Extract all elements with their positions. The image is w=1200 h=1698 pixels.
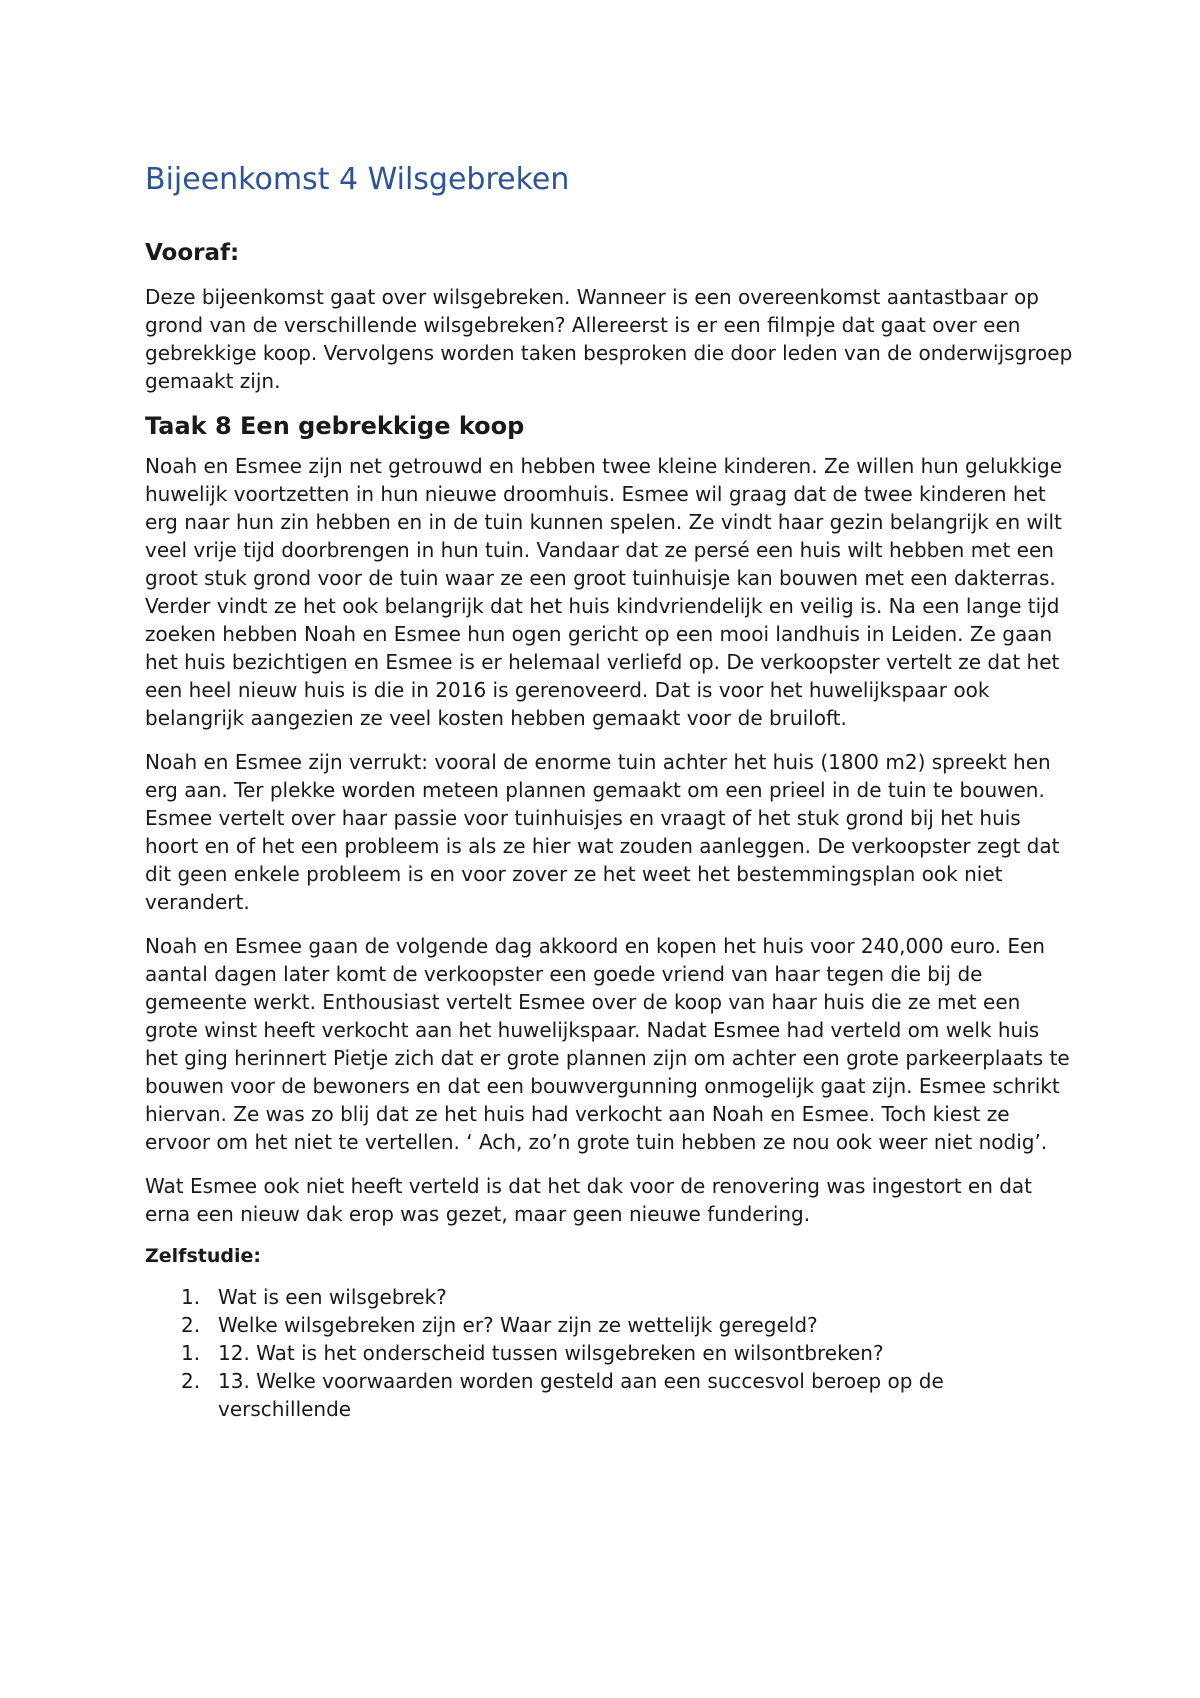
list-item-text: 12. Wat is het onderscheid tussen wilsgebreken en wilsontbreken? bbox=[218, 1340, 884, 1365]
taak8-heading: Taak 8 Een gebrekkige koop bbox=[145, 411, 525, 440]
list-item-text: Wat is een wilsgebrek? bbox=[218, 1284, 447, 1309]
list-item bbox=[145, 1283, 1075, 1311]
vooraf-paragraph: Deze bijeenkomst gaat over wilsgebreken. Wanneer is een overeenkomst aantastbaar op grond van de verschillende wilsgebreken? Allereerst is er een filmpje dat gaat over een gebrekkige koop. Vervolgens worden taken besproken die door leden van de onderwijsgroep gemaakt zijn. bbox=[145, 284, 1073, 393]
list-item-text: Welke wilsgebreken zijn er? Waar zijn ze wettelijk geregeld? bbox=[218, 1312, 818, 1337]
vooraf-heading: Vooraf: bbox=[145, 240, 240, 266]
taak8-paragraph-1: Noah en Esmee zijn net getrouwd en hebben twee kleine kinderen. Ze willen hun gelukkige huwelijk voortzetten in hun nieuwe droomhuis. Esmee wil graag dat de twee kinderen het erg naar hun zin hebben en in de tuin kunnen spelen. Ze vindt haar gezin belangrijk en wilt veel vrije tijd doorbrengen in hun tuin. Vandaar dat ze persé een huis wilt hebben met een groot stuk grond voor de tuin waar ze een groot tuinhuisje kan bouwen met een dakterras. Verder vindt ze het ook belangrijk dat het huis kindvriendelijk en veilig is. Na een lange tijd zoeken hebben Noah en Esmee hun ogen gericht op een mooi landhuis in Leiden. Ze gaan het huis bezichtigen en Esmee is er helemaal verliefd op. De verkoopster vertelt ze dat het een heel nieuw huis is die in 2016 is gerenoveerd. Dat is voor het huwelijkspaar ook belangrijk aangezien ze veel kosten hebben gemaakt voor de bruiloft. bbox=[145, 454, 1063, 731]
document-page bbox=[145, 160, 1075, 1423]
list-item-number: 2. bbox=[181, 1368, 201, 1393]
zelfstudie-question-list bbox=[145, 1283, 1075, 1423]
document-title: Bijeenkomst 4 Wilsgebreken bbox=[145, 162, 570, 197]
list-item-number: 1. bbox=[181, 1284, 201, 1309]
list-item-text: 13. Welke voorwaarden worden gesteld aan een succesvol beroep op de verschillende bbox=[218, 1368, 944, 1421]
list-item-number: 1. bbox=[181, 1340, 201, 1365]
list-item bbox=[145, 1339, 1075, 1367]
taak8-paragraph-4: Wat Esmee ook niet heeft verteld is dat het dak voor de renovering was ingestort en dat erna een nieuw dak erop was gezet, maar geen nieuwe fundering. bbox=[145, 1174, 1033, 1227]
list-item bbox=[145, 1367, 1075, 1423]
taak8-paragraph-3: Noah en Esmee gaan de volgende dag akkoord en kopen het huis voor 240,000 euro. Een aantal dagen later komt de verkoopster een goede vriend van haar tegen die bij de gemeente werkt. Enthousiast vertelt Esmee over de koop van haar huis die ze met een grote winst heeft verkocht aan het huwelijkspaar. Nadat Esmee had verteld om welk huis het ging herinnert Pietje zich dat er grote plannen zijn om achter een grote parkeerplaats te bouwen voor de bewoners en dat een bouwvergunning onmogelijk gaat zijn. Esmee schrikt hiervan. Ze was zo blij dat ze het huis had verkocht aan Noah en Esmee. Toch kiest ze ervoor om het niet te vertellen. ‘ Ach, zo’n grote tuin hebben ze nou ook weer niet nodig’. bbox=[145, 934, 1070, 1155]
list-item bbox=[145, 1311, 1075, 1339]
taak8-paragraph-2: Noah en Esmee zijn verrukt: vooral de enorme tuin achter het huis (1800 m2) spreekt hen erg aan. Ter plekke worden meteen plannen gemaakt om een prieel in de tuin te bouwen. Esmee vertelt over haar passie voor tuinhuisjes en vraagt of het stuk grond bij het huis hoort en of het een probleem is als ze hier wat zouden aanleggen. De verkoopster zegt dat dit geen enkele probleem is en voor zover ze het weet het bestemmingsplan ook niet verandert. bbox=[145, 750, 1060, 915]
list-item-number: 2. bbox=[181, 1312, 201, 1337]
zelfstudie-heading: Zelfstudie: bbox=[145, 1245, 261, 1268]
